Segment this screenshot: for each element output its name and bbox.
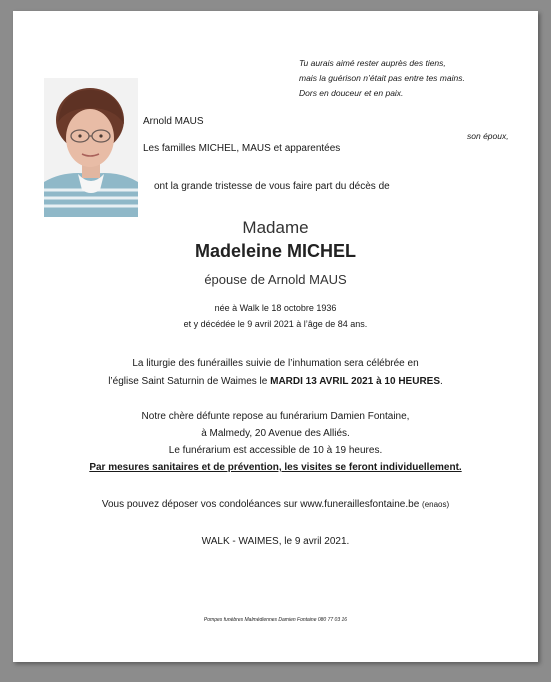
deceased-title: Madame — [242, 218, 309, 237]
poem-line-2: mais la guérison n’était pas entre tes mains. — [299, 73, 465, 83]
visitation-line-2: à Malmedy, 20 Avenue des Alliés. — [201, 428, 350, 439]
poem-line-3: Dors en douceur et en paix. — [299, 88, 404, 98]
funeral-church: l’église Saint Saturnin de Waimes le — [108, 376, 271, 387]
poem-line-1: Tu aurais aimé rester auprès des tiens, — [299, 58, 446, 68]
birth-line: née à Walk le 18 octobre 1936 — [214, 303, 337, 313]
funeral-period: . — [440, 376, 443, 387]
condolences-suffix: (enaos) — [422, 500, 450, 509]
sanitary-notice — [13, 462, 538, 473]
families-line: Les familles MICHEL, MAUS et apparentées — [143, 143, 341, 154]
husband-name: Arnold MAUS — [143, 116, 204, 127]
visitation-line-1: Notre chère défunte repose au funérarium Damien Fontaine, — [141, 411, 410, 422]
condolences-text: Vous pouvez déposer vos condoléances sur www.funeraillesfontaine.be — [101, 499, 420, 510]
visitation-line-3: Le funérarium est accessible de 10 à 19 heures. — [168, 445, 383, 456]
announcement-line: ont la grande tristesse de vous faire part du décès de — [154, 181, 390, 192]
place-date: WALK - WAIMES, le 9 avril 2021. — [201, 536, 350, 547]
funeral-datetime: MARDI 13 AVRIL 2021 à 10 HEURES — [270, 376, 441, 387]
husband-role: son époux, — [467, 131, 509, 141]
funeral-line-2 — [13, 376, 538, 387]
condolences-line — [13, 499, 538, 510]
obituary-page — [13, 11, 538, 662]
portrait-photo — [44, 78, 138, 217]
deceased-name: Madeleine MICHEL — [194, 241, 357, 261]
death-line: et y décédée le 9 avril 2021 à l’âge de 84 ans. — [183, 319, 368, 329]
deceased-spouse: épouse de Arnold MAUS — [204, 272, 347, 287]
sanitary-notice-text: Par mesures sanitaires et de prévention, les visites se feront individuellement. — [89, 462, 462, 473]
funeral-line-1: La liturgie des funérailles suivie de l’inhumation sera célébrée en — [132, 358, 419, 369]
footer-funeral-home: Pompes funèbres Malmédiennes Damien Fontaine 080 77 03 16 — [203, 617, 348, 623]
